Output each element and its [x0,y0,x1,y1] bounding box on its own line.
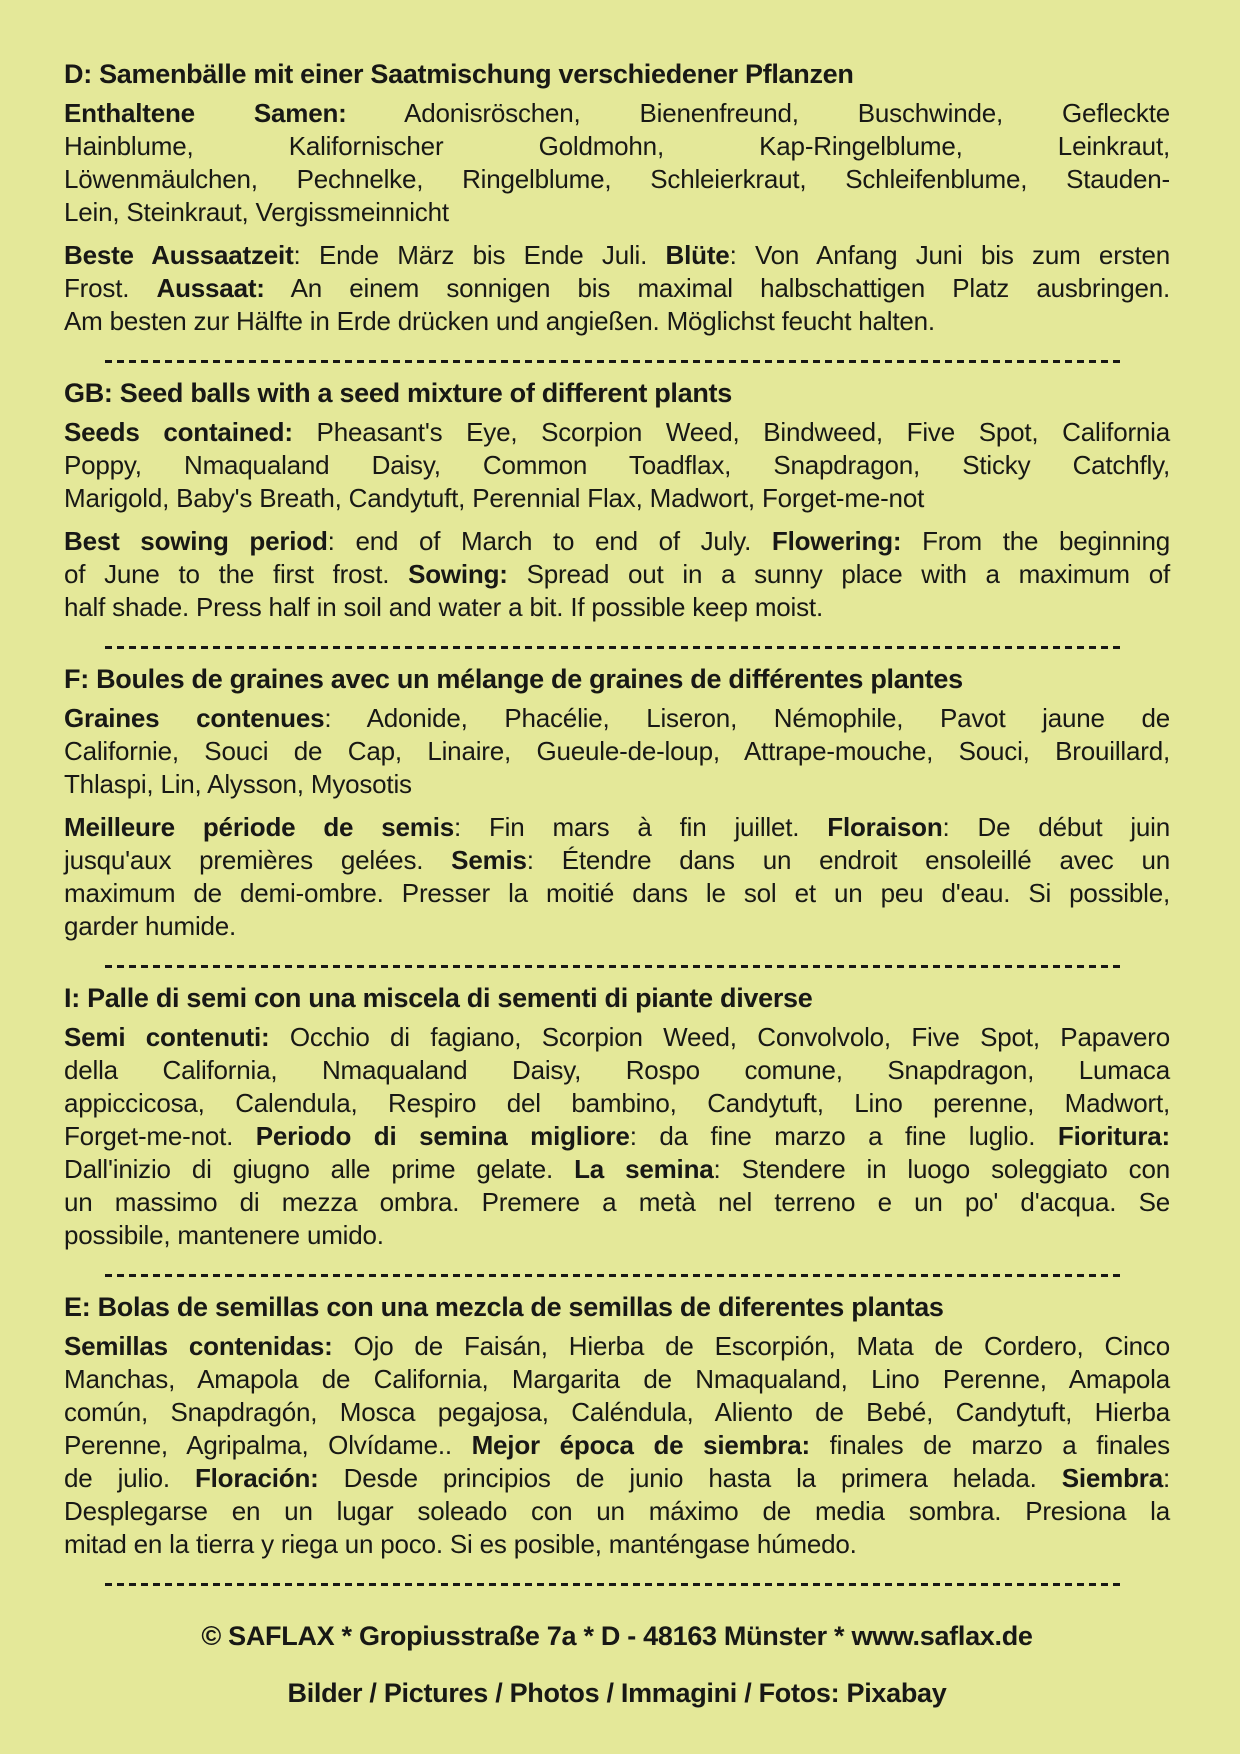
text-run: Perenne, Agripalma, Olvídame.. [64,1430,472,1460]
section-separator [64,1262,1170,1291]
paragraph [64,811,1170,943]
text-run: : da fine marzo a fine luglio. [629,1121,1058,1151]
text-line [64,416,1170,449]
text-line [64,811,1170,844]
text-run: Graines contenues [64,703,325,733]
text-run: Adonisröschen, Bienenfreund, Buschwinde, Gefleckte [346,98,1170,128]
paragraph [64,1330,1170,1561]
text-run: Meilleure période de semis [64,812,454,842]
text-line [64,702,1170,735]
text-run: Semis [451,845,527,875]
text-run: half shade. Press half in soil and water a bit. If possible keep moist. [64,592,823,622]
text-run: Sowing: [408,559,508,589]
text-line [64,1429,1170,1462]
text-line [64,525,1170,558]
text-run: mitad en la tierra y riega un poco. Si es posible, manténgase húmedo. [64,1529,857,1559]
text-line [64,844,1170,877]
text-run: Semi contenuti: [64,1022,270,1052]
text-run: Ojo de Faisán, Hierba de Escorpión, Mata de Cordero, Cinco [332,1331,1170,1361]
paragraph [64,702,1170,801]
section-gb [64,377,1170,624]
text-run: Californie, Souci de Cap, Linaire, Gueule-de-loup, Attrape-mouche, Souci, Brouillard, [64,736,1170,766]
footer [64,1620,1170,1710]
text-line [64,735,1170,768]
text-run: maximum de demi-ombre. Presser la moitié dans le sol et un peu d'eau. Si possible, [64,878,1170,908]
text-line [64,97,1170,130]
text-line [64,1219,1170,1252]
text-line [64,272,1170,305]
text-run: Hainblume, Kalifornischer Goldmohn, Kap-Ringelblume, Leinkraut, [64,131,1170,161]
text-run: Am besten zur Hälfte in Erde drücken und angießen. Möglichst feucht halten. [64,306,935,336]
text-run: : De début juin [942,812,1171,842]
text-run: Fioritura: [1057,1121,1171,1151]
text-line [64,558,1170,591]
text-run: Forget-me-not. [64,1121,256,1151]
text-line [64,1462,1170,1495]
text-run: Pheasant's Eye, Scorpion Weed, Bindweed, Five Spot, California [292,417,1171,447]
text-run: de julio. [64,1463,195,1493]
text-line [64,1186,1170,1219]
text-line [64,196,1170,229]
text-run: Flowering: [771,526,902,556]
text-line [64,1087,1170,1120]
text-run: : Von Anfang Juni bis zum ersten [729,240,1170,270]
text-run: Löwenmäulchen, Pechnelke, Ringelblume, Schleierkraut, Schleifenblume, Stauden- [64,164,1170,194]
text-run: Dall'inizio di giugno alle prime gelate. [64,1154,575,1184]
text-run: From the beginning [901,526,1171,556]
text-run: finales de marzo a finales [809,1430,1170,1460]
text-run: Manchas, Amapola de California, Margarita de Nmaqualand, Lino Perenne, Amapola [64,1364,1170,1394]
text-line [64,130,1170,163]
paragraph [64,1021,1170,1252]
text-run: común, Snapdragón, Mosca pegajosa, Caléndula, Aliento de Bebé, Candytuft, Hierba [64,1397,1170,1427]
text-run: Poppy, Nmaqualand Daisy, Common Toadflax, Snapdragon, Sticky Catchfly, [64,450,1170,480]
text-run: Floraison [827,812,943,842]
sections-container [64,58,1170,1600]
text-line [64,482,1170,515]
text-run: appiccicosa, Calendula, Respiro del bambino, Candytuft, Lino perenne, Madwort, [64,1088,1170,1118]
text-line [64,1396,1170,1429]
section-heading: GB: Seed balls with a seed mixture of different plants [64,378,732,408]
text-run: Spread out in a sunny place with a maximum of [507,559,1170,589]
text-run: : Fin mars à fin juillet. [453,812,828,842]
text-run: Enthaltene Samen: [64,98,347,128]
paragraph [64,416,1170,515]
text-run: Floración: [194,1463,319,1493]
section-heading: D: Samenbälle mit einer Saatmischung verschiedener Pflanzen [64,59,854,89]
text-line [64,768,1170,801]
text-run: possibile, mantenere umido. [64,1220,384,1250]
dashed-line [105,646,1125,649]
dashed-line [105,1274,1125,1277]
text-line [64,305,1170,338]
section-heading: F: Boules de graines avec un mélange de graines de différentes plantes [64,664,963,694]
section-separator [64,953,1170,982]
text-line [64,1120,1170,1153]
section-separator [64,1571,1170,1600]
section-separator [64,634,1170,663]
dashed-line [105,1583,1125,1586]
text-line [64,1495,1170,1528]
image-credits-line: Bilder / Pictures / Photos / Immagini / Fotos: Pixabay [287,1678,947,1708]
text-run: Thlaspi, Lin, Alysson, Myosotis [64,769,412,799]
text-run: Seeds contained: [64,417,293,447]
text-run: Desde principios de junio hasta la primera helada. [318,1463,1062,1493]
section-f [64,663,1170,943]
text-line [64,877,1170,910]
dashed-line [105,965,1125,968]
text-line [64,591,1170,624]
text-run: : Adonide, Phacélie, Liseron, Némophile, Pavot jaune de [324,703,1170,733]
section-separator [64,348,1170,377]
text-run: Semillas contenidas: [64,1331,333,1361]
paragraph [64,525,1170,624]
section-heading: I: Palle di semi con una miscela di sementi di piante diverse [64,983,813,1013]
text-line [64,910,1170,943]
text-run: Blüte [665,240,730,270]
text-line [64,1153,1170,1186]
text-run: Mejor época de siembra: [471,1430,810,1460]
text-line [64,1021,1170,1054]
text-run: of June to the first frost. [64,559,409,589]
section-i [64,982,1170,1252]
text-run: Siembra [1061,1463,1163,1493]
text-run: : [1162,1463,1170,1493]
text-run: : Ende März bis Ende Juli. [293,240,666,270]
text-run: Aussaat: [156,273,265,303]
text-line [64,1054,1170,1087]
paragraph [64,97,1170,229]
text-run: garder humide. [64,911,237,941]
text-run: Best sowing period [64,526,328,556]
text-line [64,449,1170,482]
text-run: un massimo di mezza ombra. Premere a metà nel terreno e un po' d'acqua. Se [64,1187,1170,1217]
text-line [64,1363,1170,1396]
text-run: Lein, Steinkraut, Vergissmeinnicht [64,197,449,227]
dashed-line [105,360,1125,363]
section-e [64,1291,1170,1561]
text-line [64,239,1170,272]
text-run: An einem sonnigen bis maximal halbschattigen Platz ausbringen. [264,273,1171,303]
text-run: Desplegarse en un lugar soleado con un máximo de media sombra. Presiona la [64,1496,1170,1526]
text-run: Marigold, Baby's Breath, Candytuft, Perennial Flax, Madwort, Forget-me-not [64,483,925,513]
text-run: : Étendre dans un endroit ensoleillé avec un [526,845,1170,875]
text-run: La semina [574,1154,714,1184]
text-run: Periodo di semina migliore [255,1121,630,1151]
text-run: della California, Nmaqualand Daisy, Rospo comune, Snapdragon, Lumaca [64,1055,1170,1085]
text-line [64,1528,1170,1561]
text-line [64,1330,1170,1363]
section-d [64,58,1170,338]
publisher-address-line: © SAFLAX * Gropiusstraße 7a * D - 48163 Münster * www.saflax.de [201,1621,1033,1651]
text-run: : end of March to end of July. [327,526,772,556]
section-heading: E: Bolas de semillas con una mezcla de semillas de diferentes plantas [64,1292,944,1322]
text-run: Beste Aussaatzeit [64,240,294,270]
text-run: jusqu'aux premières gelées. [64,845,452,875]
text-line [64,163,1170,196]
text-run: Frost. [64,273,157,303]
text-run: Occhio di fagiano, Scorpion Weed, Convolvolo, Five Spot, Papavero [269,1022,1170,1052]
paragraph [64,239,1170,338]
text-run: : Stendere in luogo soleggiato con [713,1154,1170,1184]
